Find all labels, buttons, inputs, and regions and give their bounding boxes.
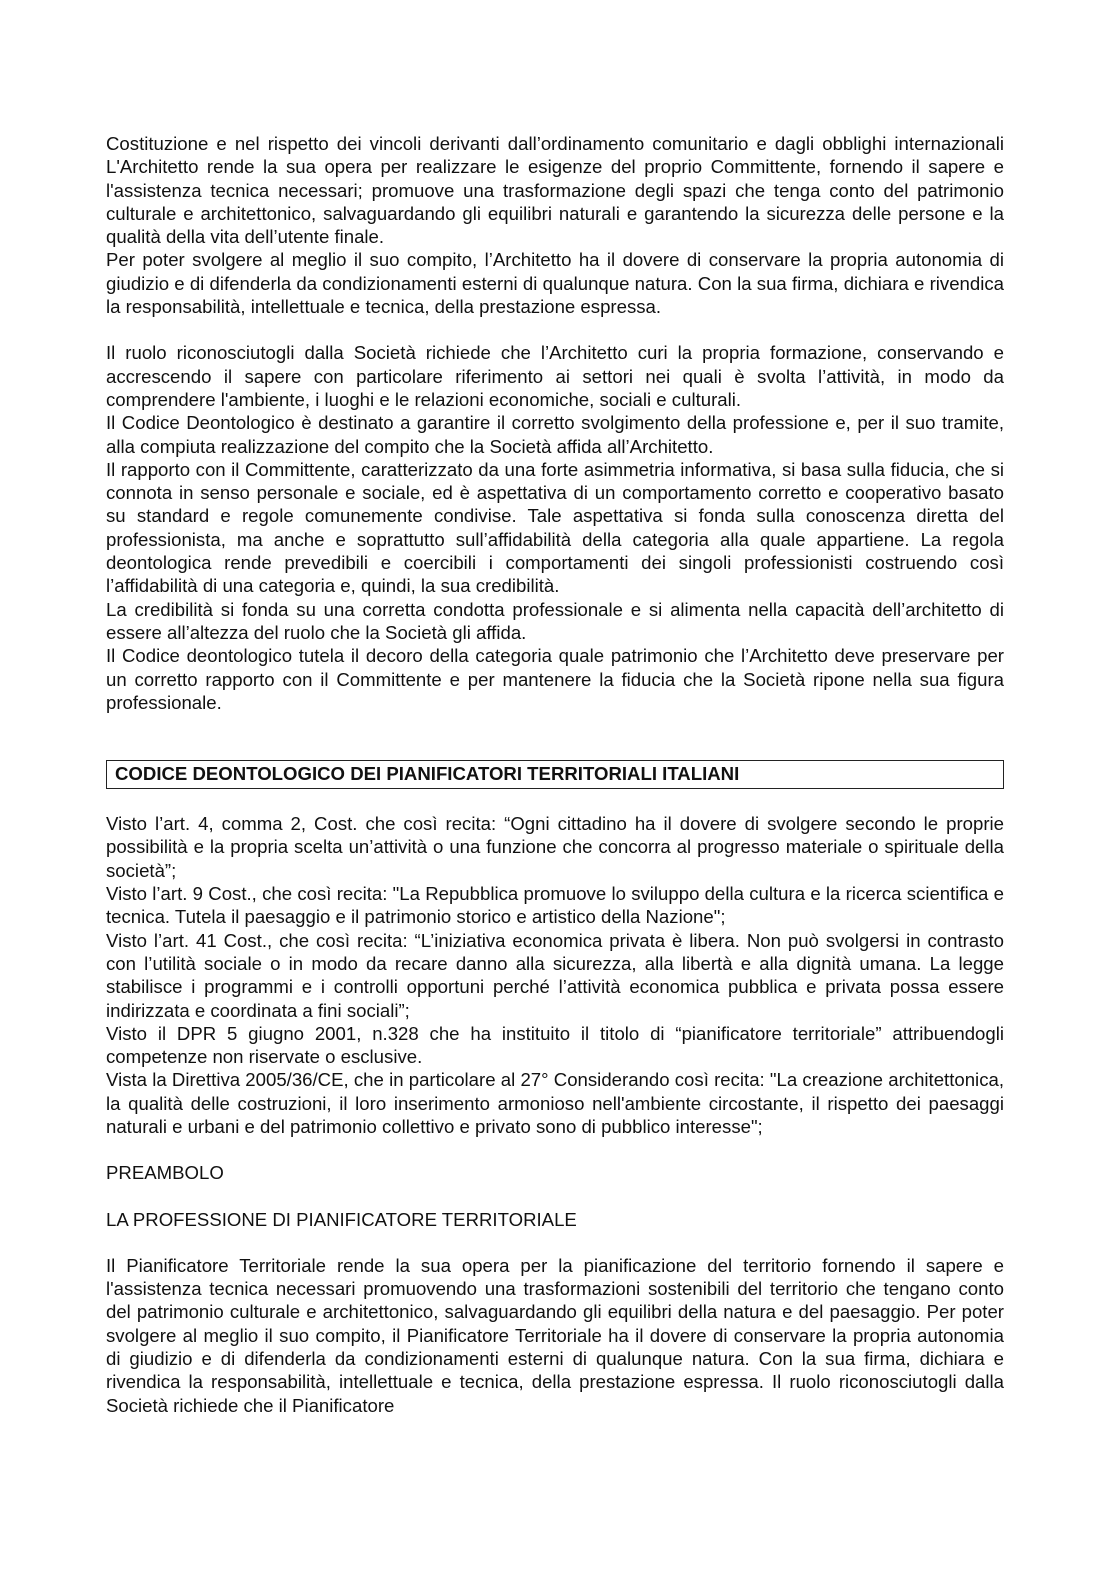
visto-paragraph-2: Visto l’art. 9 Cost., che così recita: "La Repubblica promuove lo sviluppo della cultura e la ricerca scientifica e tecnica. Tutela il paesaggio e il patrimonio storico e artistico della Nazione";	[106, 883, 1004, 928]
spacer	[106, 1231, 1004, 1254]
role-paragraph-1: Il ruolo riconosciutogli dalla Società richiede che l’Architetto curi la propria formazione, conservando e accrescendo il sapere con particolare riferimento ai settori nei quali è svolta l’attività, in modo da comprendere l'ambiente, i luoghi e le relazioni economiche, sociali e culturali.	[106, 342, 1004, 410]
visto-paragraph-4: Visto il DPR 5 giugno 2001, n.328 che ha instituito il titolo di “pianificatore territoriale” attribuendogli competenze non riservate o esclusive.	[106, 1022, 1004, 1068]
spacer	[106, 789, 1004, 812]
document-body	[106, 132, 1004, 1417]
spacer	[106, 714, 1004, 760]
visto-paragraph-3: Visto l’art. 41 Cost., che così recita: “L’iniziativa economica privata è libera. Non può svolgersi in contrasto con l’utilità sociale o in modo da recare danno alla sicurezza, alla libertà e alla dignità umana. La legge stabilisce i programmi e i controlli opportuni perché l’attività economica pubblica e privata possa essere indirizzata e coordinata a fini sociali”;	[106, 929, 1004, 1021]
role-paragraph-4: La credibilità si fonda su una corretta condotta professionale e si alimenta nella capacità dell’architetto di essere all’altezza del ruolo che la Società gli affida.	[106, 598, 1004, 643]
intro-paragraph-1: Costituzione e nel rispetto dei vincoli derivanti dall’ordinamento comunitario e dagli obblighi internazionali L'Architetto rende la sua opera per realizzare le esigenze del proprio Committente, fornendo il sapere e l'assistenza tecnica necessari; promuove una trasformazione degli spazi che tenga conto del patrimonio culturale e architettonico, salvaguardando gli equilibri naturali e garantendo la sicurezza delle persone e la qualità della vita dell’utente finale.	[106, 133, 1004, 248]
role-paragraph-2: Il Codice Deontologico è destinato a garantire il corretto svolgimento della professione e, per il suo tramite, alla compiuta realizzazione del compito che la Società affida all’Architetto.	[106, 412, 1004, 457]
spacer	[106, 1185, 1004, 1208]
intro-paragraph-2: Per poter svolgere al meglio il suo compito, l’Architetto ha il dovere di conservare la propria autonomia di giudizio e di difenderla da condizionamenti esterni di qualunque natura. Con la sua firma, dichiara e rivendica la responsabilità, intellettuale e tecnica, della prestazione espressa.	[106, 249, 1004, 318]
spacer	[106, 318, 1004, 341]
preambolo-heading: PREAMBOLO	[106, 1162, 224, 1184]
spacer	[106, 1138, 1004, 1161]
professione-heading: LA PROFESSIONE DI PIANIFICATORE TERRITORIALE	[106, 1208, 577, 1230]
visto-paragraph-5: Vista la Direttiva 2005/36/CE, che in particolare al 27° Considerando così recita: "La creazione architettonica, la qualità delle costruzioni, il loro inserimento armonioso nell'ambiente circostante, il rispetto dei paesaggi naturali e urbani e del patrimonio collettivo e privato sono di pubblico interesse";	[106, 1069, 1004, 1137]
section-title-box: CODICE DEONTOLOGICO DEI PIANIFICATORI TERRITORIALI ITALIANI	[106, 760, 1004, 789]
visto-paragraph-1: Visto l’art. 4, comma 2, Cost. che così recita: “Ogni cittadino ha il dovere di svolgere secondo le proprie possibilità e la propria scelta un’attività o una funzione che concorra al progresso materiale o spirituale della società”;	[106, 813, 1004, 881]
role-paragraph-3: Il rapporto con il Committente, caratterizzato da una forte asimmetria informativa, si basa sulla fiducia, che si connota in senso personale e sociale, ed è aspettativa di un comportamento corretto e cooperativo basato su standard e regole comunemente condivise. Tale aspettativa si fonda sulla conoscenza diretta del professionista, ma anche e soprattutto sull’affidabilità della categoria alla quale appartiene. La regola deontologica rende prevedibili e coercibili i comportamenti dei singoli professionisti costruendo così l’affidabilità di una categoria e, quindi, la sua credibilità.	[106, 458, 1004, 597]
role-paragraph-5: Il Codice deontologico tutela il decoro della categoria quale patrimonio che l’Architetto deve preservare per un corretto rapporto con il Committente e per mantenere la fiducia che la Società ripone nella sua figura professionale.	[106, 645, 1004, 713]
closing-paragraph: Il Pianificatore Territoriale rende la sua opera per la pianificazione del territorio fornendo il sapere e l'assistenza tecnica necessari promuovendo una trasformazioni sostenibili del territorio che tengano conto del patrimonio culturale e architettonico, salvaguardando gli equilibri della natura e del paesaggio. Per poter svolgere al meglio il suo compito, il Pianificatore Territoriale ha il dovere di conservare la propria autonomia di giudizio e di difenderla da condizionamenti esterni di qualunque natura. Con la sua firma, dichiara e rivendica la responsabilità, intellettuale e tecnica, della prestazione espressa. Il ruolo riconosciutogli dalla Società richiede che il Pianificatore	[106, 1254, 1004, 1416]
